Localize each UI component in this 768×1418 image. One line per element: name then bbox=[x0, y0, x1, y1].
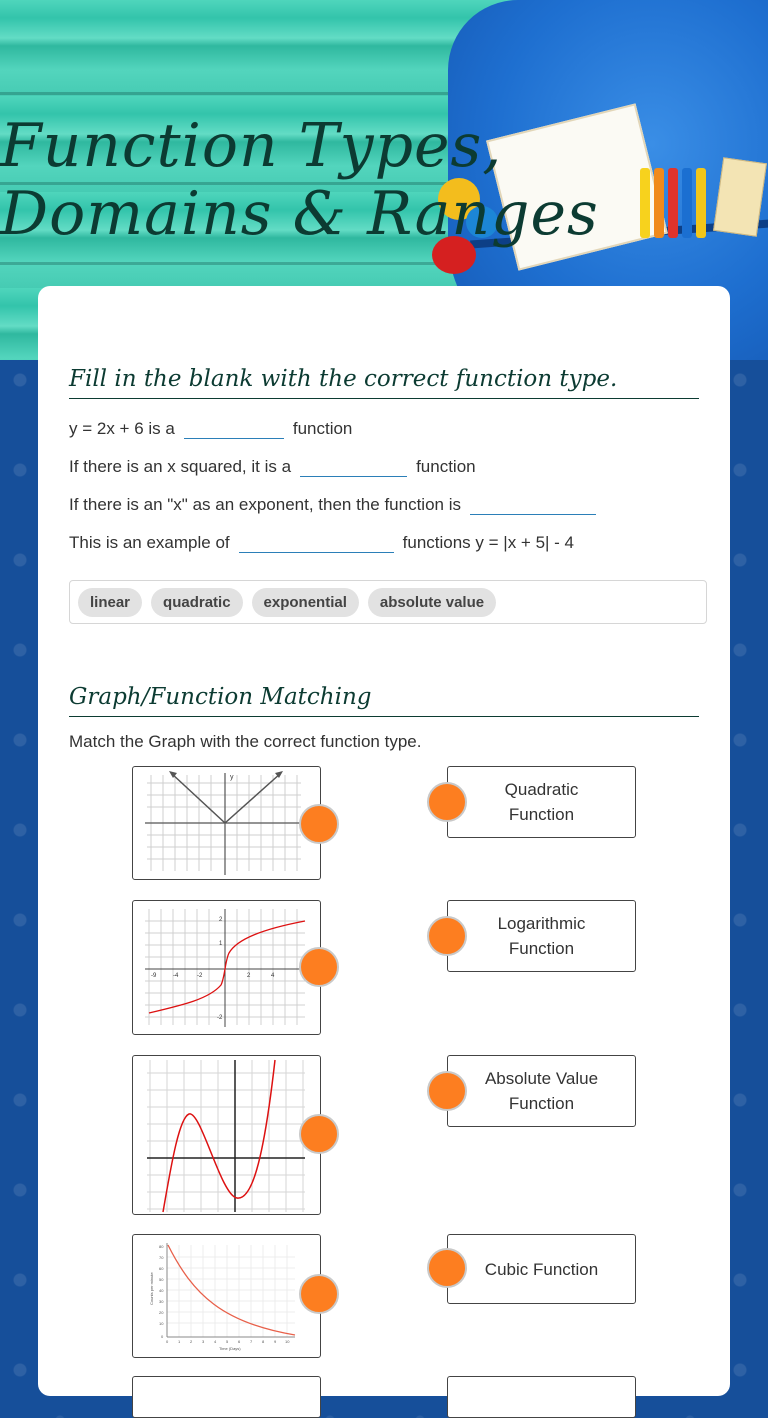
line-1-text-after: function bbox=[292, 419, 353, 438]
line-3-text-before: If there is an "x" as an exponent, then the function is bbox=[69, 495, 461, 514]
answer-label: Cubic Function bbox=[484, 1259, 599, 1279]
y-tick: 40 bbox=[159, 1288, 164, 1293]
x-tick: 3 bbox=[202, 1339, 205, 1344]
graph-card-1[interactable] bbox=[132, 766, 321, 880]
x-tick: 1 bbox=[178, 1339, 181, 1344]
x-tick-neg9: -9 bbox=[151, 973, 157, 979]
y-tick: 50 bbox=[159, 1277, 164, 1282]
pencil-orange bbox=[654, 168, 664, 238]
match-dot-graph-4[interactable] bbox=[299, 1274, 339, 1314]
match-dot-answer-2[interactable] bbox=[427, 916, 467, 956]
graph-card-3[interactable] bbox=[132, 1055, 321, 1215]
answer-box-absolute-value[interactable] bbox=[447, 1055, 636, 1127]
blank-input-4[interactable] bbox=[239, 530, 394, 553]
answer-label: Absolute Value Function bbox=[484, 1069, 599, 1113]
match-dot-graph-1[interactable] bbox=[299, 804, 339, 844]
line-4-text-before: This is an example of bbox=[69, 533, 230, 552]
line-1-text-before: y = 2x + 6 is a bbox=[69, 419, 175, 438]
wood-plank-line bbox=[0, 92, 520, 95]
pencil-red bbox=[668, 168, 678, 238]
answer-box-5[interactable] bbox=[447, 1376, 636, 1418]
pencil-blue bbox=[682, 168, 692, 238]
answer-label: Quadratic Function bbox=[504, 780, 579, 824]
y-tick: 20 bbox=[159, 1310, 164, 1315]
pencil-yellow-2 bbox=[696, 168, 706, 238]
x-tick: 2 bbox=[190, 1339, 193, 1344]
x-axis-title: Time (Days) bbox=[219, 1346, 241, 1351]
x-tick: 5 bbox=[226, 1339, 229, 1344]
worksheet-card bbox=[38, 286, 730, 1396]
y-tick: 70 bbox=[159, 1255, 164, 1260]
x-tick: 10 bbox=[285, 1339, 290, 1344]
cube-root-curve bbox=[149, 921, 305, 1013]
fill-blank-line-3 bbox=[69, 489, 605, 515]
graph-cube-root bbox=[133, 901, 320, 1034]
answer-box-logarithmic[interactable] bbox=[447, 900, 636, 972]
graph-card-2[interactable] bbox=[132, 900, 321, 1035]
x-tick-neg4: -4 bbox=[173, 973, 179, 979]
y-tick: 80 bbox=[159, 1244, 164, 1249]
match-dot-graph-3[interactable] bbox=[299, 1114, 339, 1154]
x-tick: 6 bbox=[238, 1339, 241, 1344]
pencil-yellow bbox=[640, 168, 650, 238]
x-tick-neg2: -2 bbox=[197, 973, 203, 979]
graph-decay bbox=[133, 1235, 320, 1357]
line-2-text-after: function bbox=[416, 457, 476, 476]
match-dot-answer-4[interactable] bbox=[427, 1248, 467, 1288]
graph-card-5[interactable] bbox=[132, 1376, 321, 1418]
line-4-text-after: functions y = |x + 5| - 4 bbox=[402, 533, 575, 552]
blank-input-3[interactable] bbox=[470, 492, 596, 515]
blank-input-1[interactable] bbox=[184, 416, 284, 439]
word-chip-exponential[interactable]: exponential bbox=[252, 588, 359, 617]
y-axis-title: Counts per minute bbox=[149, 1272, 154, 1305]
graph-card-4[interactable] bbox=[132, 1234, 321, 1358]
word-chip-absolute-value[interactable]: absolute value bbox=[368, 588, 496, 617]
y-tick: 10 bbox=[159, 1321, 164, 1326]
word-chip-linear[interactable]: linear bbox=[78, 588, 142, 617]
y-axis-label: y bbox=[230, 774, 234, 781]
fill-blank-heading: Fill in the blank with the correct function type. bbox=[69, 366, 699, 399]
y-tick: 30 bbox=[159, 1299, 164, 1304]
blank-input-2[interactable] bbox=[300, 454, 407, 477]
line-2-text-before: If there is an x squared, it is a bbox=[69, 457, 292, 476]
y-tick-2: 2 bbox=[219, 917, 223, 923]
y-tick-neg2: -2 bbox=[217, 1015, 223, 1021]
word-chip-quadratic[interactable]: quadratic bbox=[151, 588, 243, 617]
word-bank bbox=[69, 580, 707, 624]
page-title: Function Types, Domains & Ranges bbox=[0, 111, 599, 249]
y-tick-1: 1 bbox=[219, 941, 223, 947]
x-tick-4: 4 bbox=[271, 973, 275, 979]
x-tick: 7 bbox=[250, 1339, 253, 1344]
answer-box-cubic[interactable] bbox=[447, 1234, 636, 1304]
y-tick: 60 bbox=[159, 1266, 164, 1271]
match-dot-answer-1[interactable] bbox=[427, 782, 467, 822]
matching-heading: Graph/Function Matching bbox=[69, 684, 699, 717]
cubic-curve bbox=[163, 1060, 275, 1212]
match-dot-graph-2[interactable] bbox=[299, 947, 339, 987]
graph-cubic bbox=[133, 1056, 320, 1214]
answer-label: Logarithmic Function bbox=[497, 914, 586, 958]
matching-instruction: Match the Graph with the correct function type. bbox=[69, 732, 422, 751]
fill-blank-line-2 bbox=[69, 451, 476, 477]
fill-blank-line-1 bbox=[69, 413, 352, 439]
match-dot-answer-3[interactable] bbox=[427, 1071, 467, 1111]
x-tick-2: 2 bbox=[247, 973, 251, 979]
x-tick: 0 bbox=[166, 1339, 169, 1344]
answer-box-quadratic[interactable] bbox=[447, 766, 636, 838]
x-tick: 8 bbox=[262, 1339, 265, 1344]
graph-abs-value bbox=[133, 767, 320, 879]
y-tick: 0 bbox=[161, 1334, 164, 1339]
fill-blank-line-4 bbox=[69, 527, 574, 553]
x-tick: 4 bbox=[214, 1339, 217, 1344]
x-tick: 9 bbox=[274, 1339, 277, 1344]
